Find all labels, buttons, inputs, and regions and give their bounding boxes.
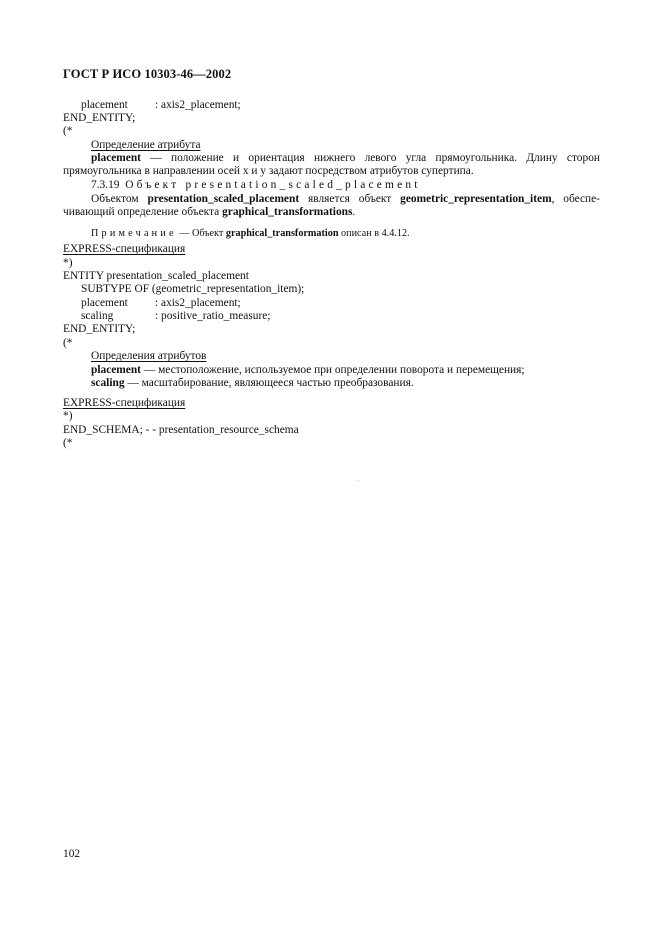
- definition-scaling: [91, 377, 414, 390]
- express-heading: EXPRESS-спецификация: [63, 243, 186, 255]
- attribute-name: scaling: [81, 310, 114, 322]
- comment-open: (*: [63, 437, 73, 449]
- definition-paragraph-line2: прямоугольника в направлении осей x и y задают посредством атрибутов супертипа.: [63, 165, 474, 177]
- comment-close: *): [63, 257, 73, 269]
- section-heading: [91, 179, 421, 192]
- attribute-line-scaling: [81, 310, 270, 323]
- definition-term: placement: [91, 152, 141, 164]
- definition-text: — местоположение, используемое при определении поворота и перемещения;: [140, 364, 525, 376]
- attribute-name: placement: [81, 297, 128, 309]
- entity-declaration: ENTITY presentation_scaled_placement: [63, 270, 249, 282]
- note: [91, 227, 410, 240]
- entity-name: geometric_representation_item: [400, 193, 552, 205]
- section-paragraph-line1: [91, 193, 600, 206]
- document-header: ГОСТ Р ИСО 10303-46—2002: [63, 67, 232, 81]
- note-text: — Объект: [176, 228, 226, 239]
- text-run: Объектом: [91, 193, 148, 205]
- section-number: 7.3.19: [91, 179, 120, 191]
- definitions-heading: Определения атрибутов: [91, 350, 207, 362]
- end-entity-line: END_ENTITY;: [63, 112, 136, 124]
- entity-name: presentation_scaled_placement: [147, 193, 300, 205]
- attribute-name: placement: [81, 99, 128, 111]
- definition-text: — масштабирование, являющееся частью преобразования.: [124, 377, 414, 389]
- scan-speck: [358, 480, 359, 481]
- note-text: описан в 4.4.12.: [338, 228, 410, 239]
- attribute-type: : positive_ratio_measure;: [155, 310, 271, 322]
- note-label: Примечание: [91, 228, 177, 239]
- text-run: чивающий определение объекта: [63, 206, 223, 218]
- comment-open: (*: [63, 125, 73, 137]
- definition-term: scaling: [91, 377, 125, 389]
- subtype-declaration: SUBTYPE OF (geometric_representation_item);: [81, 283, 305, 295]
- entity-name: graphical_transformation: [225, 228, 339, 239]
- entity-name: graphical_transformations: [222, 206, 353, 218]
- definition-paragraph-line1: [91, 152, 600, 165]
- end-entity-line: END_ENTITY;: [63, 323, 136, 335]
- express-heading: EXPRESS-спецификация: [63, 397, 186, 409]
- page-number: 102: [63, 848, 81, 860]
- definition-placement: [91, 364, 525, 377]
- text-run: .: [352, 206, 356, 218]
- attribute-line-placement: [81, 297, 241, 310]
- text-run: является объект: [299, 193, 401, 205]
- definition-text: — положение и ориентация нижнего левого угла прямоугольника. Длину сторон: [140, 152, 600, 164]
- attribute-type: : axis2_placement;: [155, 297, 241, 309]
- comment-open: (*: [63, 337, 73, 349]
- section-paragraph-line2: [63, 206, 355, 219]
- section-title: Объект presentation_scaled_placement: [125, 179, 421, 191]
- definition-heading: Определение атрибута: [91, 139, 201, 151]
- attribute-line-placement: [81, 99, 241, 112]
- definition-term: placement: [91, 364, 141, 376]
- end-schema-line: END_SCHEMA; - - presentation_resource_schema: [63, 424, 299, 436]
- comment-close: *): [63, 410, 73, 422]
- attribute-type: : axis2_placement;: [155, 99, 241, 111]
- text-run: , обеспе-: [551, 193, 600, 205]
